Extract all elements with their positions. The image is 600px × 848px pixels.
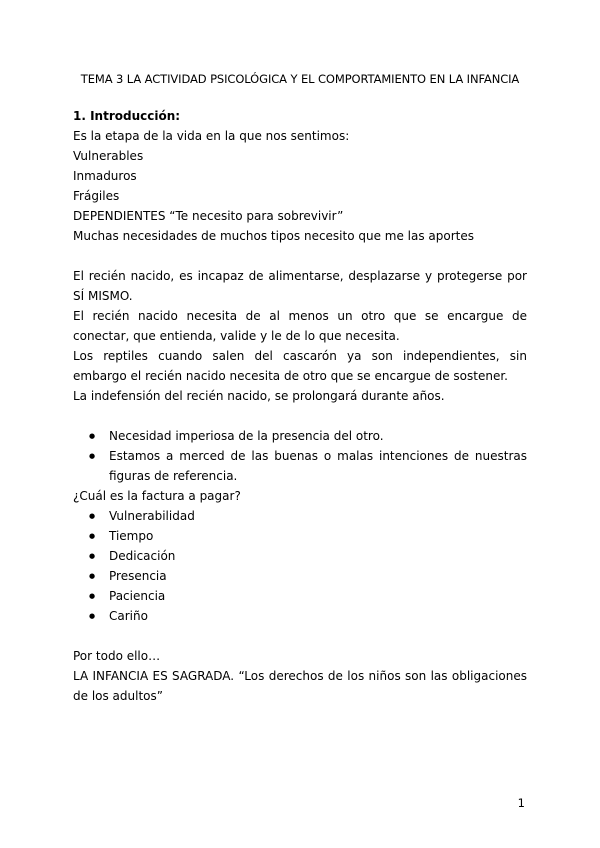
feeling-line: DEPENDIENTES “Te necesito para sobrevivir” [73,209,344,223]
needs-line: Muchas necesidades de muchos tipos necesito que me las aportes [73,229,475,243]
bullet-list-cost [73,506,527,626]
section-heading: 1. Introducción: [73,109,181,123]
list-item: ● Vulnerabilidad [73,506,527,526]
bullet-list-main [73,426,527,486]
feeling-line: Vulnerables [73,149,144,163]
list-item: ● Cariño [73,606,527,626]
list-item: ● Presencia [73,566,527,586]
spacer [73,406,527,426]
closing-lead: Por todo ello… [73,649,161,663]
list-item: ● Estamos a merced de las buenas o malas intenciones de nuestras figuras de referencia. [73,446,527,486]
page-number: 1 [517,796,525,810]
question-line: ¿Cuál es la factura a pagar? [73,489,241,503]
paragraph: Los reptiles cuando salen del cascarón ya son independientes, sin embargo el recién nacido necesita de otro que se encargue de sostener. [73,349,527,383]
paragraph: La indefensión del recién nacido, se prolongará durante años. [73,389,445,403]
paragraph: El recién nacido necesita de al menos un otro que se encargue de conectar, que entienda, valide y le de lo que necesita. [73,309,527,343]
intro-line: Es la etapa de la vida en la que nos sentimos: [73,129,350,143]
feeling-line: Frágiles [73,189,120,203]
spacer [73,246,527,266]
closing-statement: LA INFANCIA ES SAGRADA. “Los derechos de los niños son las obligaciones de los adultos” [73,669,527,703]
list-item: ● Dedicación [73,546,527,566]
spacer [73,626,527,646]
document-title: TEMA 3 LA ACTIVIDAD PSICOLÓGICA Y EL COMPORTAMIENTO EN LA INFANCIA [80,72,520,86]
list-item: ● Tiempo [73,526,527,546]
list-item: ● Paciencia [73,586,527,606]
paragraph: El recién nacido, es incapaz de alimentarse, desplazarse y protegerse por SÍ MISMO. [73,269,527,303]
list-item: ● Necesidad imperiosa de la presencia del otro. [73,426,527,446]
document-body [73,106,527,706]
feeling-line: Inmaduros [73,169,137,183]
